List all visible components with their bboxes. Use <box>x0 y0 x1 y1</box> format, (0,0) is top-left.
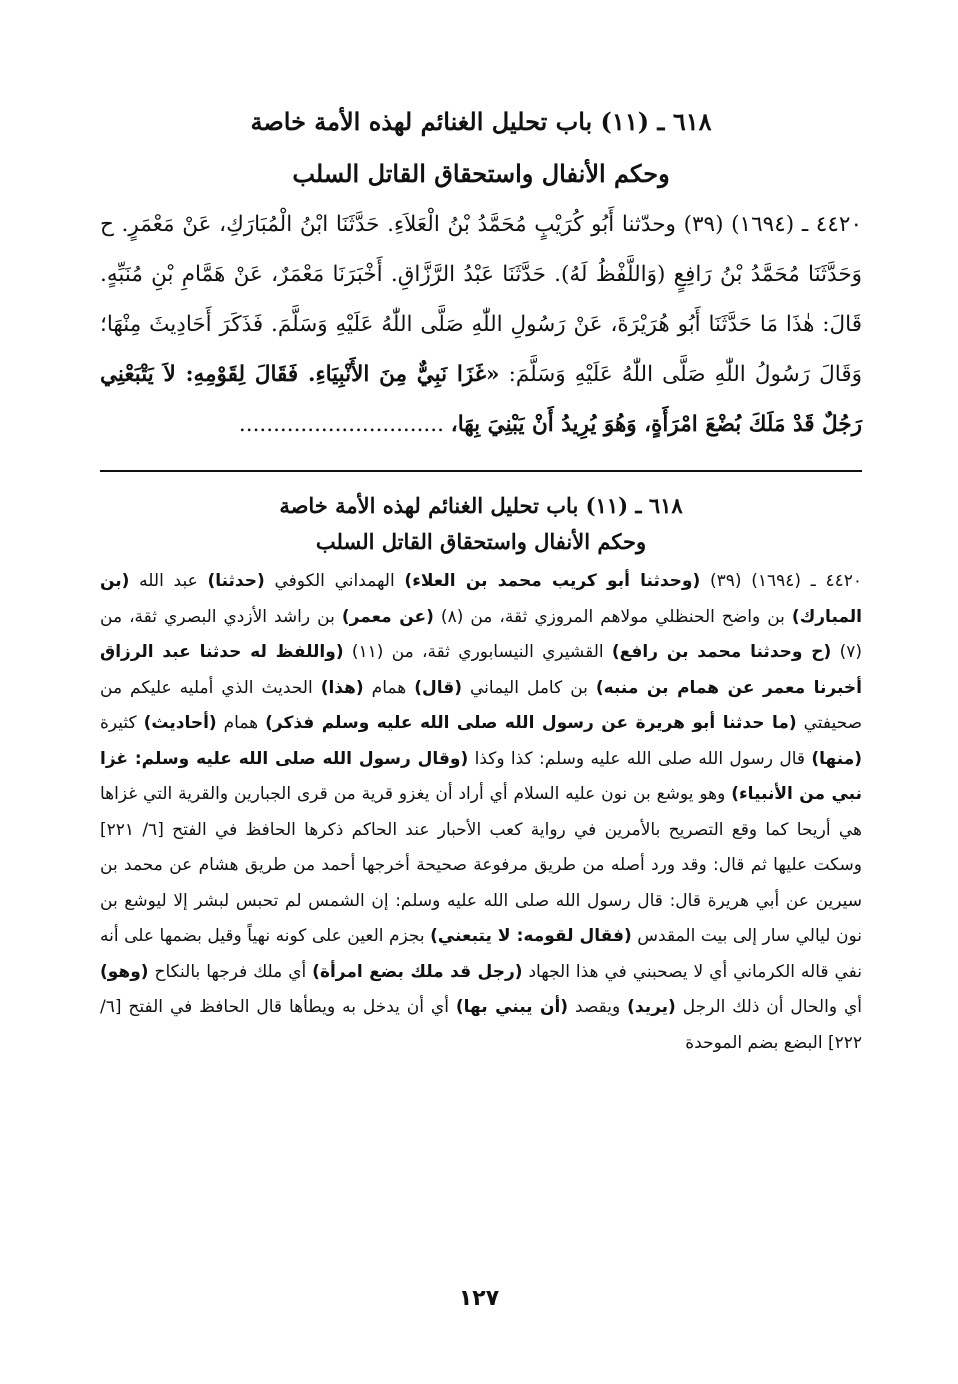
commentary-segment: بجزم العين على كونه نهياً وقيل بضمها على أنه نفي قاله الكرماني أي لا يصحبني في هذا الجهاد <box>100 926 862 982</box>
commentary-segment: الحديث الذي أمليه عليكم من صحيفتي <box>100 677 863 733</box>
commentary-quote: (حدثنا) <box>207 571 265 591</box>
commentary-segment: أي والحال أن ذلك الرجل <box>675 997 862 1017</box>
commentary-quote: (واللفظ له حدثنا عبد الرزاق أخبرنا معمر عن همام بن منبه) <box>100 642 862 698</box>
commentary-segment: همام <box>216 713 266 733</box>
commentary-segment: وهو يوشع بن نون عليه السلام أي أراد أن يغزو قرية من قرى الجبارين والقرية التي غزاها هي أريحا كما وقع التصريح بالأمرين في رواية كعب الأحبار عند الحاكم ذكرها الحافظ في الفتح [٦/ ٢٢١] وسكت عليها ثم قال: وقد ورد أصله من طريق مرفوعة صحيحة أخرجها أحمد من طريق هشام عن محمد بن سيرين عن أبي هريرة قال: قال رسول الله صلى الله عليه وسلم: إن الشمس لم تحبس لبشر إلا ليوشع بن نون ليالي سار إلى بيت المقدس <box>100 784 862 946</box>
commentary-quote: (ح وحدثنا محمد بن رافع) <box>611 642 832 662</box>
commentary-segment: عبد الله <box>129 571 208 591</box>
commentary-quote: (بن المبارك) <box>100 571 862 627</box>
ellipsis-dots: .............................. <box>238 412 451 437</box>
commentary-segment: بن واضح الحنظلي مولاهم المروزي ثقة، من (٨) <box>433 606 792 627</box>
commentary-segment: بن راشد الأزدي البصري ثقة، من (٧) <box>100 606 863 662</box>
commentary-segment: بن كامل اليماني <box>462 677 596 698</box>
commentary-quote: (وحدثنا أبو كريب محمد بن العلاء) <box>404 571 701 591</box>
commentary-segment: الهمداني الكوفي <box>264 571 405 591</box>
section-divider <box>100 470 862 472</box>
commentary-quote: (فقال لقومه: لا يتبعني) <box>430 926 632 946</box>
commentary-quote: (قال) <box>414 677 462 698</box>
commentary-segment: كثيرة <box>100 713 144 733</box>
commentary-segment: همام <box>363 677 415 698</box>
commentary-segment: ٤٤٢٠ ـ (١٦٩٤) (٣٩) <box>700 571 862 591</box>
commentary-segment: ويقصد <box>568 997 628 1017</box>
commentary-segment: القشيري النيسابوري ثقة، من (١١) <box>343 642 612 662</box>
commentary-segment: قال رسول الله صلى الله عليه وسلم: كذا وكذا <box>468 748 812 769</box>
commentary-text <box>100 564 862 1061</box>
commentary-quote: (منها) <box>811 748 862 769</box>
commentary-segment: أي أن يدخل به ويطأها قال الحافظ في الفتح [٦/ ٢٢٢] البضع بضم الموحدة <box>100 997 862 1053</box>
chapter-title-vocalized <box>100 0 862 200</box>
hadith-chain: ٤٤٢٠ ـ (١٦٩٤) (٣٩) وحدّثنا أَبُو كُرَيْبٍ مُحَمَّدُ بْنُ الْعَلاَءِ. حَدَّثَنَا ابْنُ الْمُبَارَكِ، عَنْ مَعْمَرٍ. ح وَحَدَّثَنَا مُحَمَّدُ بْنُ رَافِعٍ (وَاللَّفْظُ لَهُ). حَدَّثَنَا عَبْدُ الرَّزَّاقِ. أَخْبَرَنَا مَعْمَرٌ، عَنْ هَمَّامِ بْنِ مُنَبِّهٍ. قَالَ: هٰذَا مَا حَدَّثَنَا أَبُو هُرَيْرَةَ، عَنْ رَسُولِ اللّٰهِ صَلَّى اللّٰهُ عَلَيْهِ وَسَلَّمَ. فَذَكَرَ أَحَادِيثَ مِنْهَا؛ وَقَالَ رَسُولُ اللّٰهِ صَلَّى اللّٰهُ عَلَيْهِ وَسَلَّمَ: <box>100 212 862 387</box>
commentary-quote: (أحاديث) <box>143 713 217 733</box>
commentary-quote: (يريد) <box>627 997 676 1017</box>
commentary-title <box>100 488 862 560</box>
chapter-title-line-2: وحكم الأنفال واستحقاق القاتل السلب <box>292 159 670 188</box>
commentary-title-line-1: ٦١٨ ـ (١١) باب تحليل الغنائم لهذه الأمة خاصة <box>279 493 683 518</box>
commentary-segment: أي ملك فرجها بالنكاح <box>148 961 313 982</box>
commentary-quote: (عن معمر) <box>341 606 434 627</box>
page-number: ١٢٧ <box>458 1286 500 1311</box>
commentary-quote: (رجل قد ملك بضع امرأة) <box>312 961 523 982</box>
hadith-text <box>100 200 862 450</box>
commentary-quote: (وهو) <box>100 961 149 982</box>
commentary-quote: (وقال رسول الله صلى الله عليه وسلم: غزا نبي من الأنبياء) <box>100 748 863 804</box>
commentary-quote: (أن يبني بها) <box>455 997 569 1017</box>
commentary-quote: (هذا) <box>320 677 364 698</box>
chapter-title-line-1: ٦١٨ ـ (١١) باب تحليل الغنائم لهذه الأمة خاصة <box>250 107 712 136</box>
commentary-quote: (ما حدثنا أبو هريرة عن رسول الله صلى الله عليه وسلم فذكر) <box>265 713 797 733</box>
hadith-matn: «غَزَا نَبِيٌّ مِنَ الأَنْبِيَاءِ. فَقَالَ لِقَوْمِهِ: لاَ يَتْبَعْنِي رَجُلٌ قَدْ مَلَكَ بُضْعَ امْرَأَةٍ، وَهُوَ يُرِيدُ أَنْ يَبْنِيَ بِهَا، <box>100 362 862 437</box>
commentary-title-line-2: وحكم الأنفال واستحقاق القاتل السلب <box>315 529 647 554</box>
